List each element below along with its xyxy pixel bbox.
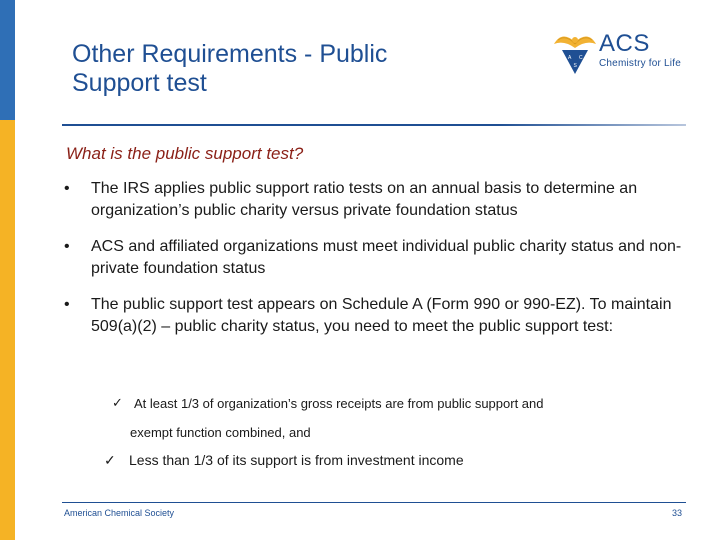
slide-title-line-1: Other Requirements - Public [72,40,388,68]
bullet-text: ACS and affiliated organizations must meet individual public charity status and non-private foundation status [91,238,682,277]
svg-text:S: S [573,63,577,69]
page-number: 33 [671,508,682,518]
header-divider [62,124,686,126]
left-accent-bar [0,0,15,540]
footer-divider [62,502,686,503]
bullet-text: The public support test appears on Schedule A (Form 990 or 990-EZ). To maintain 509(a)(2) – public charity status, you need to meet the public support test: [91,296,672,335]
sub-item-text-line-1: At least 1/3 of organization’s gross receipts are from public support and [134,396,544,411]
section-question: What is the public support test? [66,144,304,163]
acs-eagle-logo-icon [552,26,598,82]
checkmark-icon: ✓ [104,452,116,468]
bullet-item [64,294,694,338]
slide-title-line-2: Support test [72,69,207,97]
bullet-dot-icon: • [64,296,70,313]
bullet-text: The IRS applies public support ratio tests on an annual basis to determine an organization’s public charity versus private foundation status [91,180,638,219]
svg-text:A: A [568,55,572,61]
sub-item-text: Less than 1/3 of its support is from investment income [129,452,464,468]
bullet-item [64,178,694,222]
bullet-dot-icon: • [64,238,70,255]
bullet-list [64,178,694,352]
acs-logo [552,26,687,86]
footer-organization: American Chemical Society [64,508,175,518]
slide-title [72,40,492,98]
logo-wordmark: ACS [599,30,650,57]
sub-item-text-line-2: exempt function combined, and [130,425,311,440]
bullet-item [64,236,694,280]
left-accent-bar-blue [0,0,15,120]
left-accent-bar-gold [0,120,15,540]
svg-text:C: C [579,55,583,61]
logo-tagline: Chemistry for Life [599,58,681,69]
checkmark-icon: ✓ [112,395,123,410]
bullet-dot-icon: • [64,180,70,197]
